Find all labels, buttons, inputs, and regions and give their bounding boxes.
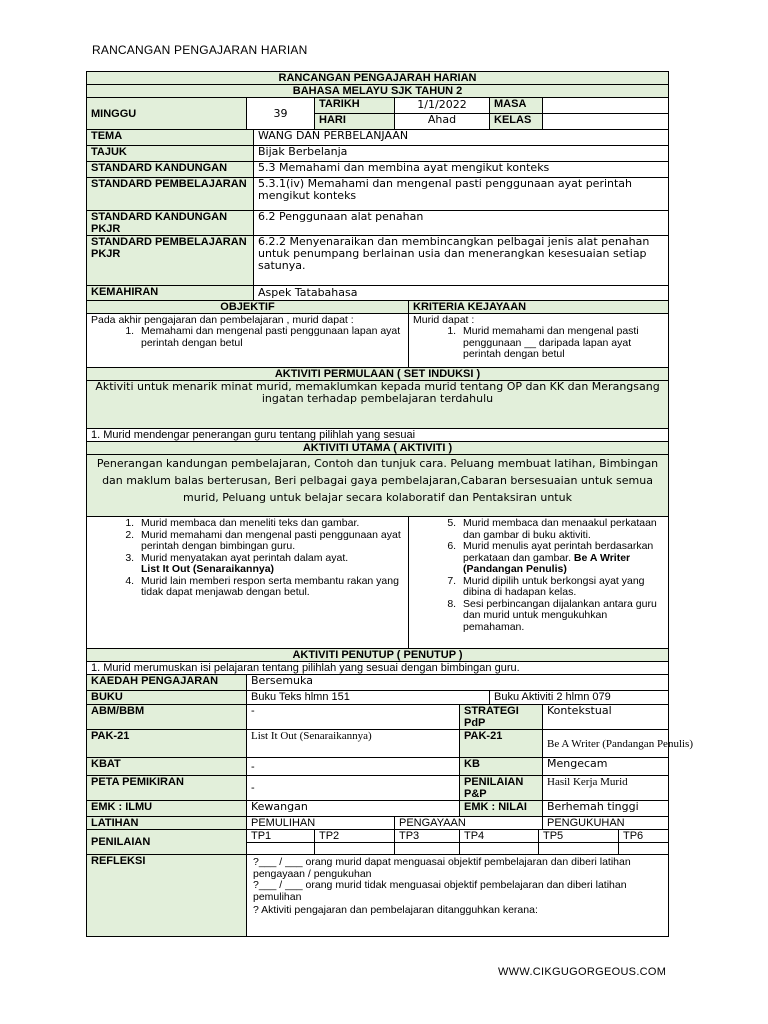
tema-value[interactable]: WANG DAN PERBELANJAAN — [254, 130, 669, 146]
utama-item-6-pak21: Be A Writer (Pandangan Penulis) — [463, 551, 631, 575]
utama-left-cell — [87, 517, 409, 649]
sk-pkjr-value[interactable]: 6.2 Penggunaan alat penahan — [254, 211, 669, 236]
title-row-2: BAHASA MELAYU SJK TAHUN 2 — [87, 85, 669, 98]
utama-item-7: 7. Murid dipilih untuk berkongsi ayat yang dibina di hadapan kelas. — [459, 576, 664, 599]
utama-item-8: 8. Sesi perbincangan dijalankan antara guru dan murid untuk mengukuhkan pemahaman. — [459, 599, 664, 634]
emk-nilai-value[interactable]: Berhemah tinggi — [543, 801, 669, 817]
objektif-heading: OBJEKTIF — [87, 301, 409, 314]
utama-item-3 — [137, 553, 404, 576]
kbat-label: KBAT — [87, 758, 247, 776]
latihan-pengukuhan: PENGUKUHAN — [543, 817, 669, 830]
penutup-item: 1. Murid merumuskan isi pelajaran tentang pilihlah yang sesuai dengan bimbingan guru. — [87, 662, 669, 675]
sk-label: STANDARD KANDUNGAN — [87, 162, 254, 178]
objektif-item-1: 1. Memahami dan mengenal pasti penggunaan lapan ayat perintah dengan betul — [137, 326, 404, 349]
permulaan-item: 1. Murid mendengar penerangan guru tentang pilihlah yang sesuai — [87, 429, 669, 442]
tp5-value[interactable] — [539, 843, 619, 855]
refleksi-label: REFLEKSI — [87, 855, 247, 937]
permulaan-heading: AKTIVITI PERMULAAN ( SET INDUKSI ) — [87, 368, 669, 381]
page-header: RANCANGAN PENGAJARAN HARIAN — [92, 43, 308, 57]
buku-label: BUKU — [87, 691, 247, 705]
penilaian-pp-label: PENILAIAN P&P — [460, 776, 543, 801]
title-row-1: RANCANGAN PENGAJARAH HARIAN — [87, 72, 669, 85]
kb-value[interactable]: Mengecam — [543, 758, 669, 776]
emk-ilmu-value[interactable]: Kewangan — [247, 801, 460, 817]
objektif-cell — [87, 314, 409, 368]
hari-value[interactable]: Ahad — [395, 114, 490, 130]
tp4-value[interactable] — [460, 843, 539, 855]
pak21-value-left[interactable]: List It Out (Senaraikannya) — [247, 730, 460, 758]
masa-label: MASA — [490, 98, 543, 114]
kemahiran-value[interactable]: Aspek Tatabahasa — [254, 286, 669, 301]
utama-item-6 — [459, 541, 664, 576]
minggu-label: MINGGU — [87, 98, 247, 130]
tarikh-value[interactable]: 1/1/2022 — [395, 98, 490, 114]
utama-heading: AKTIVITI UTAMA ( AKTIVITI ) — [87, 442, 669, 455]
utama-item-3-text: Murid menyatakan ayat perintah dalam ayat. — [141, 551, 349, 564]
buku-aktiviti[interactable]: Buku Aktiviti 2 hlmn 079 — [490, 691, 669, 705]
kriteria-intro: Murid dapat : — [413, 314, 475, 326]
emk-nilai-label: EMK : NILAI — [460, 801, 543, 817]
hari-label: HARI — [315, 114, 395, 130]
utama-item-6-text: Murid menulis ayat perintah berdasarkan perkataan dan gambar. — [463, 540, 654, 564]
kriteria-item-1: 1. Murid memahami dan mengenal pasti penggunaan __ daripada lapan ayat perintah dengan betul — [459, 326, 664, 361]
utama-item-2: 2. Murid memahami dan mengenal pasti penggunaan ayat perintah dengan bimbingan guru. — [137, 530, 404, 553]
masa-value[interactable] — [543, 98, 669, 114]
tema-label: TEMA — [87, 130, 254, 146]
tp3-value[interactable] — [395, 843, 460, 855]
latihan-pengayaan: PENGAYAAN — [395, 817, 543, 830]
penilaian-label: PENILAIAN — [87, 830, 247, 855]
kaedah-value[interactable]: Bersemuka — [247, 675, 669, 691]
kelas-label: KELAS — [490, 114, 543, 130]
minggu-value[interactable]: 39 — [247, 98, 315, 130]
sp-value[interactable]: 5.3.1(iv) Memahami dan mengenal pasti penggunaan ayat perintah mengikut konteks — [254, 178, 669, 211]
kriteria-heading: KRITERIA KEJAYAAN — [409, 301, 669, 314]
tarikh-label: TARIKH — [315, 98, 395, 114]
latihan-label: LATIHAN — [87, 817, 247, 830]
penilaian-pp-value[interactable]: Hasil Kerja Murid — [543, 776, 669, 801]
sp-pkjr-value[interactable]: 6.2.2 Menyenaraikan dan membincangkan pelbagai jenis alat penahan untuk penumpang berlainan usia dan menerangkan kesesuaian setiap satunya. — [254, 236, 669, 286]
strategi-value[interactable]: Kontekstual — [543, 705, 669, 730]
kelas-value[interactable] — [543, 114, 669, 130]
footer-url: WWW.CIKGUGORGEOUS.COM — [498, 966, 667, 978]
kaedah-label: KAEDAH PENGAJARAN — [87, 675, 247, 691]
tajuk-value[interactable]: Bijak Berbelanja — [254, 146, 669, 162]
tp2-label: TP2 — [315, 830, 395, 843]
tp4-label: TP4 — [460, 830, 539, 843]
pak21-value-right[interactable]: Be A Writer (Pandangan Penulis) — [543, 730, 669, 758]
sp-label: STANDARD PEMBELAJARAN — [87, 178, 254, 211]
tp1-label: TP1 — [247, 830, 315, 843]
permulaan-desc: Aktiviti untuk menarik minat murid, memaklumkan kepada murid tentang OP dan KK dan Merangsang ingatan terhadap pembelajaran terdahulu — [87, 381, 669, 429]
sk-pkjr-label: STANDARD KANDUNGAN PKJR — [87, 211, 254, 236]
kb-label: KB — [460, 758, 543, 776]
rph-table — [86, 71, 693, 937]
sp-pkjr-label: STANDARD PEMBELAJARAN PKJR — [87, 236, 254, 286]
pak21-label-left: PAK-21 — [87, 730, 247, 758]
utama-item-3-pak21: List It Out (Senaraikannya) — [141, 563, 275, 575]
utama-item-4: 4. Murid lain memberi respon serta membantu rakan yang tidak dapat menjawab dengan betul. — [137, 576, 404, 599]
utama-item-1: 1. Murid membaca dan meneliti teks dan gambar. — [137, 518, 404, 530]
refleksi-cell[interactable] — [247, 855, 669, 937]
kbat-value[interactable]: - — [247, 758, 460, 776]
strategi-label: STRATEGI PdP — [460, 705, 543, 730]
tp6-label: TP6 — [619, 830, 669, 843]
kemahiran-label: KEMAHIRAN — [87, 286, 254, 301]
refleksi-line-2: ?___ / ___ orang murid tidak menguasai objektif pembelajaran dan diberi latihan pemulihan — [253, 879, 627, 903]
utama-desc: Penerangan kandungan pembelajaran, Contoh dan tunjuk cara. Peluang membuat latihan, Bimbingan dan maklum balas berterusan, Beri pelbagai gaya pembelajaran,Cabaran bersesuaian untuk semua murid, Peluang untuk belajar secara kolaboratif dan Pentaksiran untuk — [87, 455, 669, 517]
abm-value[interactable]: - — [247, 705, 460, 730]
peta-label: PETA PEMIKIRAN — [87, 776, 247, 801]
pak21-label-right: PAK-21 — [460, 730, 543, 758]
penutup-heading: AKTIVITI PENUTUP ( PENUTUP ) — [87, 649, 669, 662]
tp2-value[interactable] — [315, 843, 395, 855]
refleksi-line-1: ?___ / ___ orang murid dapat menguasai objektif pembelajaran dan diberi latihan pengayaan / pengukuhan — [253, 856, 631, 880]
kriteria-cell — [409, 314, 669, 368]
refleksi-line-3: ? Aktiviti pengajaran dan pembelajaran ditangguhkan kerana: — [253, 904, 538, 916]
objektif-intro: Pada akhir pengajaran dan pembelajaran , murid dapat : — [91, 314, 354, 326]
tp3-label: TP3 — [395, 830, 460, 843]
tp1-value[interactable] — [247, 843, 315, 855]
buku-teks[interactable]: Buku Teks hlmn 151 — [247, 691, 490, 705]
emk-ilmu-label: EMK : ILMU — [87, 801, 247, 817]
abm-label: ABM/BBM — [87, 705, 247, 730]
peta-value[interactable]: - — [247, 776, 460, 801]
tajuk-label: TAJUK — [87, 146, 254, 162]
sk-value[interactable]: 5.3 Memahami dan membina ayat mengikut konteks — [254, 162, 669, 178]
utama-item-5: 5. Murid membaca dan menaakul perkataan dan gambar di buku aktiviti. — [459, 518, 664, 541]
tp6-value[interactable] — [619, 843, 669, 855]
utama-right-cell — [409, 517, 669, 649]
tp5-label: TP5 — [539, 830, 619, 843]
latihan-pemulihan: PEMULIHAN — [247, 817, 395, 830]
